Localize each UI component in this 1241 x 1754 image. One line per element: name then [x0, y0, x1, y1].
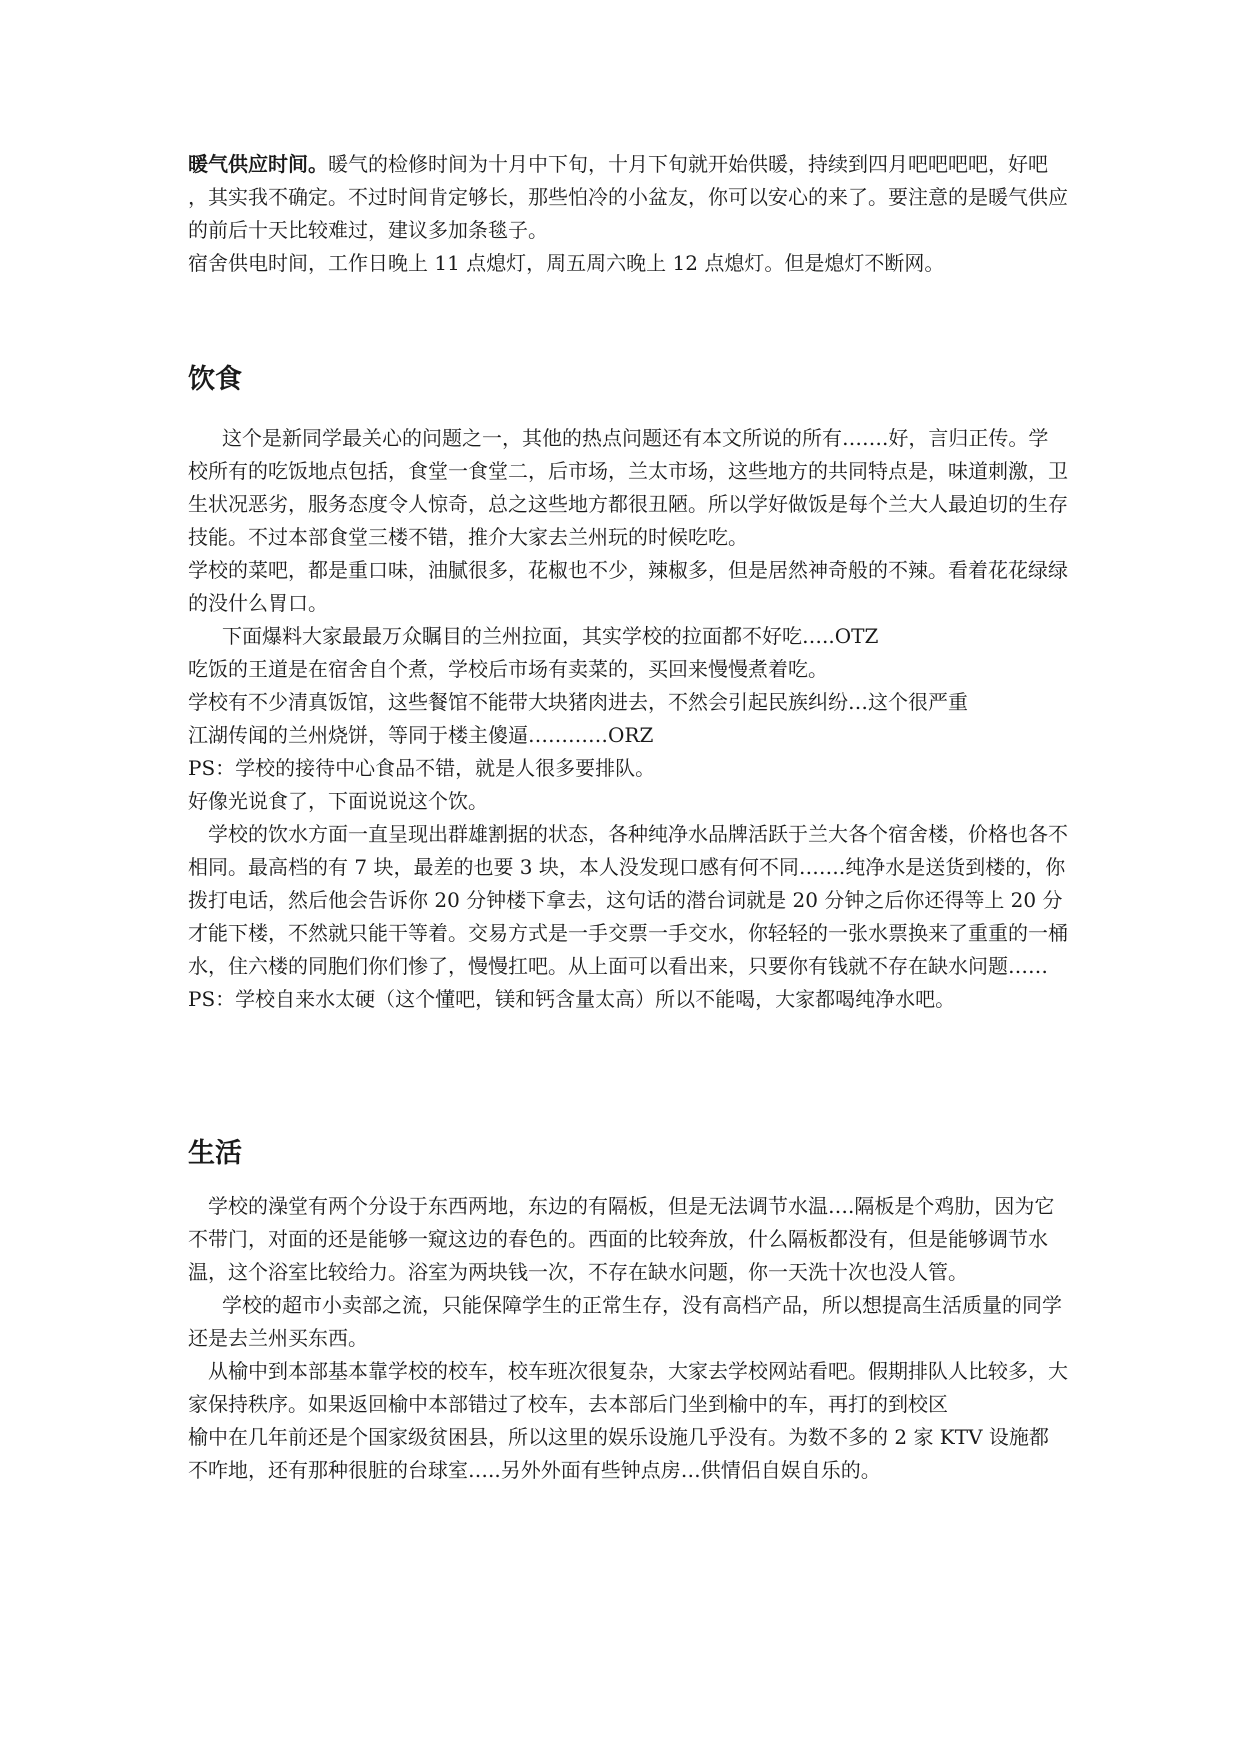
power-paragraph: 宿舍供电时间，工作日晚上 11 点熄灯，周五周六晚上 12 点熄灯。但是熄灯不断网。: [188, 251, 945, 275]
section-heading-food: 饮食: [188, 364, 242, 395]
food-paragraph-9: 学校的饮水方面一直呈现出群雄割据的状态，各种纯净水品牌活跃于兰大各个宿舍楼，价格也各不相同。最高档的有 7 块，最差的也要 3 块，本人没发现口感有何不同…….纯净水是送货到楼的，你拨打电话，然后他会告诉你 20 分钟楼下拿去，这句话的潜台词就是 20 分钟之后你还得等上 20 分才能下楼，不然就只能干等着。交易方式是一手交票一手交水，你轻轻的一张水票换来了重重的一桶水，住六楼的同胞们你们惨了，慢慢扛吧。从上面可以看出来，只要你有钱就不存在缺水问题……: [188, 822, 1068, 978]
heating-paragraph: [188, 148, 1068, 247]
section-food: [188, 422, 1068, 1016]
food-paragraph-1: 这个是新同学最关心的问题之一，其他的热点问题还有本文所说的所有…….好，言归正传。学校所有的吃饭地点包括，食堂一食堂二，后市场，兰太市场，这些地方的共同特点是，味道刺激，卫生状况恶劣，服务态度令人惊奇，总之这些地方都很丑陋。所以学好做饭是每个兰大人最迫切的生存技能。不过本部食堂三楼不错，推介大家去兰州玩的时候吃吃。: [188, 426, 1068, 549]
document-page: [188, 148, 1068, 1487]
section-life: [188, 1190, 1068, 1487]
section-intro: [188, 148, 1068, 280]
food-paragraph-8: 好像光说食了，下面说说这个饮。: [188, 789, 488, 813]
food-paragraph-6: 江湖传闻的兰州烧饼，等同于楼主傻逼…………ORZ: [188, 723, 654, 747]
heating-text: 暖气的检修时间为十月中下旬，十月下旬就开始供暖，持续到四月吧吧吧吧，好吧 ，其实我不确定。不过时间肯定够长，那些怕冷的小盆友，你可以安心的来了。要注意的是暖气供应的前后十天比较难过，建议多加条毯子。: [188, 152, 1068, 242]
life-paragraph-3: 从榆中到本部基本靠学校的校车，校车班次很复杂，大家去学校网站看吧。假期排队人比较多，大家保持秩序。如果返回榆中本部错过了校车，去本部后门坐到榆中的车，再打的到校区: [188, 1359, 1068, 1416]
section-heading-life: 生活: [188, 1138, 242, 1169]
food-paragraph-10: PS：学校自来水太硬（这个懂吧，镁和钙含量太高）所以不能喝，大家都喝纯净水吧。: [188, 987, 956, 1011]
food-paragraph-3: 下面爆料大家最最万众瞩目的兰州拉面，其实学校的拉面都不好吃…..OTZ: [222, 624, 879, 648]
food-paragraph-4: 吃饭的王道是在宿舍自个煮，学校后市场有卖菜的，买回来慢慢煮着吃。: [188, 657, 828, 681]
life-paragraph-4: 榆中在几年前还是个国家级贫困县，所以这里的娱乐设施几乎没有。为数不多的 2 家 KTV 设施都不咋地，还有那种很脏的台球室…..另外外面有些钟点房…供情侣自娱自乐的。: [188, 1425, 1049, 1482]
food-paragraph-5: 学校有不少清真饭馆，这些餐馆不能带大块猪肉进去，不然会引起民族纠纷…这个很严重: [188, 690, 968, 714]
life-paragraph-1: 学校的澡堂有两个分设于东西两地，东边的有隔板，但是无法调节水温….隔板是个鸡肋，因为它不带门，对面的还是能够一窥这边的春色的。西面的比较奔放，什么隔板都没有，但是能够调节水温，这个浴室比较给力。浴室为两块钱一次，不存在缺水问题，你一天洗十次也没人管。: [188, 1194, 1055, 1284]
heating-lead: 暖气供应时间。: [188, 152, 328, 176]
food-paragraph-7: PS：学校的接待中心食品不错，就是人很多要排队。: [188, 756, 656, 780]
food-paragraph-2: 学校的菜吧，都是重口味，油腻很多，花椒也不少，辣椒多，但是居然神奇般的不辣。看着花花绿绿的没什么胃口。: [188, 558, 1068, 615]
life-paragraph-2: 学校的超市小卖部之流，只能保障学生的正常生存，没有高档产品，所以想提高生活质量的同学还是去兰州买东西。: [188, 1293, 1062, 1350]
